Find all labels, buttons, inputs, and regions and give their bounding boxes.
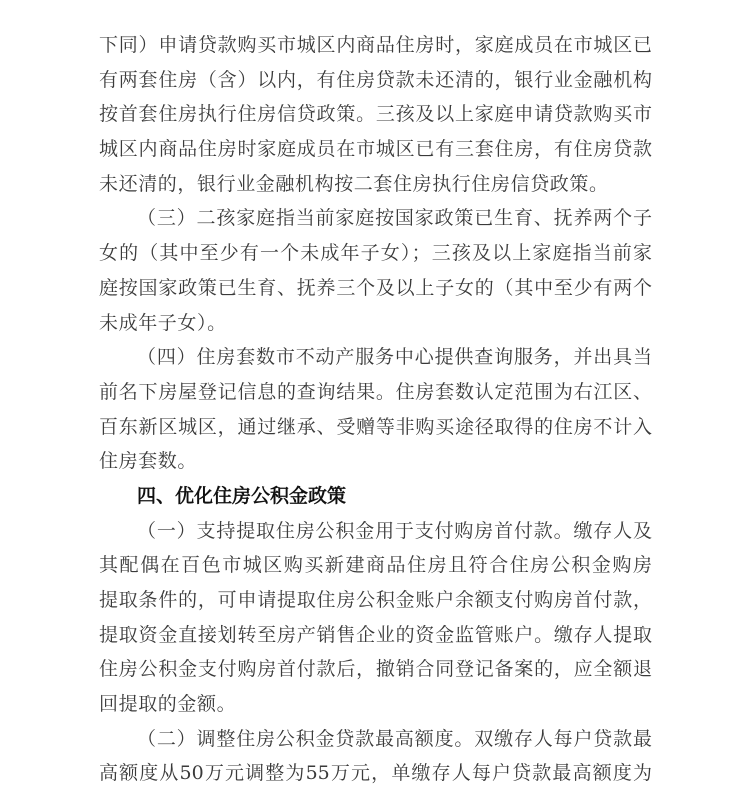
paragraph-line: 有两套住房（含）以内，有住房贷款未还清的，银行业金融机构	[99, 68, 652, 91]
document-page	[99, 28, 652, 791]
paragraph-line: 未成年子女）。	[99, 311, 227, 334]
paragraph-line: 按首套住房执行住房信贷政策。三孩及以上家庭申请贷款购买市	[99, 103, 652, 126]
clause-1-line: （一）支持提取住房公积金用于支付购房首付款。缴存人及	[137, 519, 652, 542]
paragraph-line: 庭按国家政策已生育、抚养三个及以上子女的（其中至少有两个	[99, 276, 652, 299]
clause-3-line: （三）二孩家庭指当前家庭按国家政策已生育、抚养两个子	[137, 207, 652, 230]
paragraph-line: 未还清的，银行业金融机构按二套住房执行住房信贷政策。	[99, 172, 609, 195]
paragraph-line: 高额度从50万元调整为55万元，单缴存人每户贷款最高额度为	[99, 762, 652, 785]
clause-4-line: （四）住房套数市不动产服务中心提供查询服务，并出具当	[137, 346, 652, 369]
paragraph-line: 住房套数。	[99, 450, 198, 473]
paragraph-line: 前名下房屋登记信息的查询结果。住房套数认定范围为右江区、	[99, 380, 652, 403]
paragraph-line: 女的（其中至少有一个未成年子女）；三孩及以上家庭指当前家	[99, 242, 652, 265]
paragraph-line: 百东新区城区，通过继承、受赠等非购买途径取得的住房不计入	[99, 415, 652, 438]
paragraph-line: 提取资金直接划转至房产销售企业的资金监管账户。缴存人提取	[99, 623, 652, 646]
paragraph-line: 住房公积金支付购房首付款后，撤销合同登记备案的，应全额退	[99, 658, 652, 681]
paragraph-line: 提取条件的，可申请提取住房公积金账户余额支付购房首付款，	[99, 589, 652, 611]
paragraph-line: 城区内商品住房时家庭成员在市城区已有三套住房，有住房贷款	[99, 138, 652, 161]
clause-2-line: （二）调整住房公积金贷款最高额度。双缴存人每户贷款最	[137, 727, 652, 750]
section-heading: 四、优化住房公积金政策	[137, 484, 347, 507]
paragraph-line: 回提取的金额。	[99, 693, 237, 716]
paragraph-line: 其配偶在百色市城区购买新建商品住房且符合住房公积金购房	[99, 554, 652, 577]
paragraph-line: 下同）申请贷款购买市城区内商品住房时，家庭成员在市城区已	[99, 34, 652, 56]
